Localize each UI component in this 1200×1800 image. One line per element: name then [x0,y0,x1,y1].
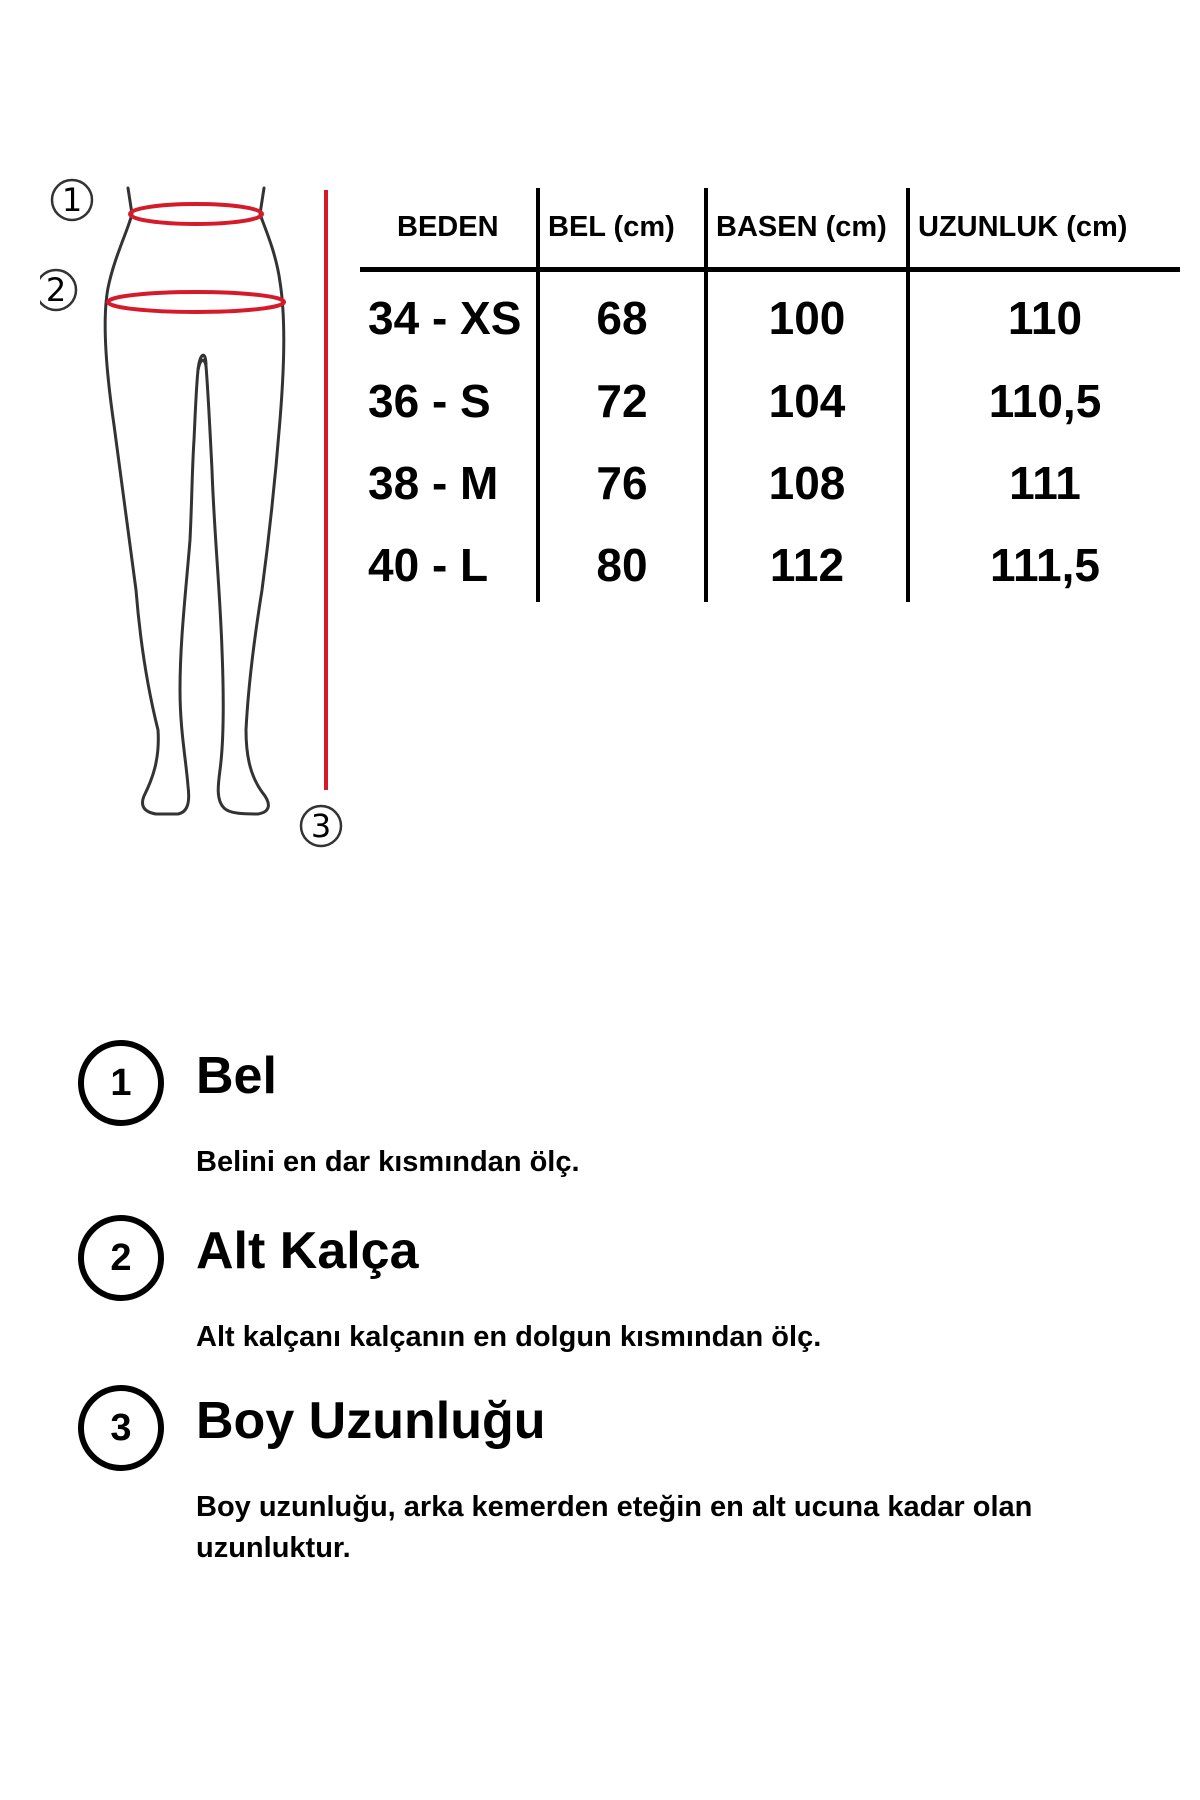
step-bel [78,1040,1158,1215]
header-uzunluk: UZUNLUK (cm) [910,188,1180,272]
header-basen: BASEN (cm) [708,188,910,272]
marker-1 [52,180,92,220]
row-2-bel: 72 [540,356,708,438]
row-3-bel: 76 [540,438,708,520]
row-4-uzunluk: 111,5 [989,539,1101,591]
header-bel: BEL (cm) [540,188,708,272]
step-description: Belini en dar kısmından ölç. [196,1146,580,1178]
row-2-uzunluk: 110,5 [988,375,1102,427]
step-number-badge: 2 [78,1215,164,1301]
row-4-size: 40 - L [360,520,540,602]
step-title: Bel [196,1047,277,1105]
row-2-size: 36 - S [360,356,540,438]
size-table [360,188,1180,648]
row-1-uzunluk: 110 [1007,292,1083,344]
marker-2 [40,270,76,310]
step-title: Alt Kalça [196,1222,419,1280]
marker-3 [301,806,341,846]
step-title: Boy Uzunluğu [196,1392,546,1450]
row-4-bel: 80 [540,520,708,602]
row-1-size: 34 - XS [360,272,540,356]
leggings-outline [105,188,284,814]
marker-1-label: 1 [61,181,83,219]
waist-measure-line [130,204,262,224]
step-number-badge: 1 [78,1040,164,1126]
step-boy-uzunlugu [78,1385,1158,1564]
row-1-bel: 68 [540,272,708,356]
marker-2-label: 2 [45,271,67,309]
row-2-basen: 104 [708,356,910,438]
step-alt-kalca [78,1215,1158,1385]
step-description: Alt kalçanı kalçanın en dolgun kısmından ölç. [196,1321,822,1353]
hip-measure-line [108,292,284,312]
measurement-figure [40,170,360,870]
row-3-basen: 108 [708,438,910,520]
measurement-steps [78,1040,1158,1564]
marker-3-label: 3 [310,807,332,845]
header-beden: BEDEN [360,188,540,272]
row-1-basen: 100 [708,272,910,356]
step-number-badge: 3 [78,1385,164,1471]
row-4-basen: 112 [708,520,910,602]
step-description: Boy uzunluğu, arka kemerden eteğin en alt ucuna kadar olan uzunluktur. [196,1491,1033,1564]
row-3-uzunluk: 111 [1009,457,1081,509]
row-3-size: 38 - M [360,438,540,520]
